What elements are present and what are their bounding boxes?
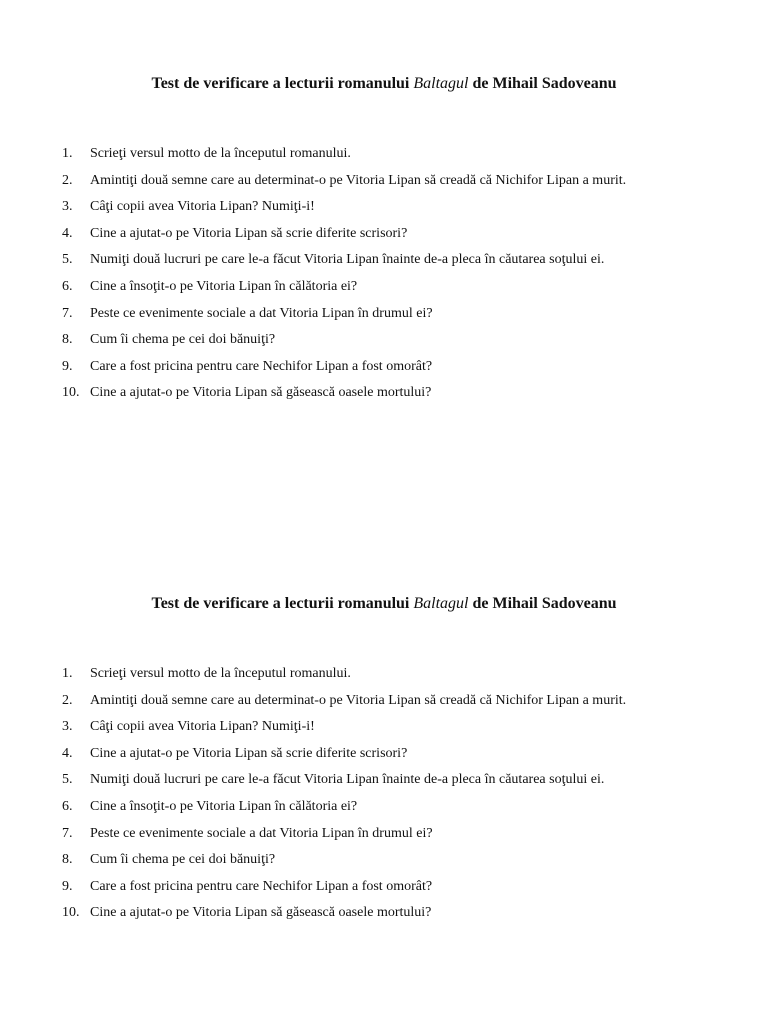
question-text: Care a fost pricina pentru care Nechifor Lipan a fost omorât? — [90, 358, 433, 374]
question-text: Scrieţi versul motto de la începutul romanului. — [90, 666, 351, 681]
question-item — [0, 274, 700, 301]
question-text: Cine a ajutat-o pe Vitoria Lipan să găsească oasele mortului? — [90, 385, 432, 401]
question-item — [0, 380, 700, 407]
question-item — [0, 767, 700, 794]
question-number: 2. — [62, 172, 73, 188]
question-list — [0, 661, 700, 927]
question-number: 8. — [62, 852, 73, 868]
question-item — [0, 327, 700, 354]
question-text: Care a fost pricina pentru care Nechifor Lipan a fost omorât? — [90, 878, 433, 894]
question-item — [0, 141, 700, 168]
question-number: 3. — [62, 199, 73, 215]
question-item — [0, 168, 700, 195]
question-number: 2. — [62, 692, 73, 708]
question-item — [0, 221, 700, 248]
question-text: Cine a ajutat-o pe Vitoria Lipan să găsească oasele mortului? — [90, 905, 432, 921]
title-book-name: Baltagul — [413, 595, 469, 612]
test-sheet-2 — [0, 592, 768, 921]
title-text-before: Test de verificare a lecturii romanului — [151, 75, 414, 92]
question-item — [0, 794, 700, 821]
question-item — [0, 247, 700, 274]
question-item — [0, 194, 700, 221]
question-number: 7. — [62, 825, 73, 841]
title-text-before: Test de verificare a lecturii romanului — [151, 595, 414, 612]
question-item — [0, 714, 700, 741]
question-text: Peste ce evenimente sociale a dat Vitoria Lipan în drumul ei? — [90, 305, 433, 321]
question-item — [0, 874, 700, 901]
question-text: Cine a însoţit-o pe Vitoria Lipan în călătoria ei? — [90, 278, 358, 294]
question-text: Peste ce evenimente sociale a dat Vitoria Lipan în drumul ei? — [90, 825, 433, 841]
question-text: Cum îi chema pe cei doi bănuiţi? — [90, 332, 276, 348]
question-number: 7. — [62, 305, 73, 321]
question-text: Amintiţi două semne care au determinat-o pe Vitoria Lipan să creadă că Nichifor Lipan a murit. — [90, 172, 627, 188]
question-text: Numiţi două lucruri pe care le-a făcut Vitoria Lipan înainte de-a pleca în căutarea soţului ei. — [90, 772, 605, 788]
question-item — [0, 900, 700, 927]
question-text: Cum îi chema pe cei doi bănuiţi? — [90, 852, 276, 868]
test-title — [0, 72, 768, 96]
title-text-after: de Mihail Sadoveanu — [468, 595, 617, 612]
question-item — [0, 301, 700, 328]
title-book-name: Baltagul — [413, 75, 469, 92]
question-text: Amintiţi două semne care au determinat-o pe Vitoria Lipan să creadă că Nichifor Lipan a murit. — [90, 692, 627, 708]
question-number: 10. — [62, 905, 80, 921]
question-text: Câţi copii avea Vitoria Lipan? Numiţi-i! — [90, 199, 315, 215]
question-text: Cine a ajutat-o pe Vitoria Lipan să scrie diferite scrisori? — [90, 225, 408, 241]
question-item — [0, 847, 700, 874]
question-number: 8. — [62, 332, 73, 348]
question-number: 4. — [62, 225, 73, 241]
question-list — [0, 141, 700, 407]
question-number: 10. — [62, 385, 80, 401]
question-number: 6. — [62, 798, 73, 814]
question-number: 6. — [62, 278, 73, 294]
question-text: Câţi copii avea Vitoria Lipan? Numiţi-i! — [90, 719, 315, 735]
question-item — [0, 661, 700, 688]
question-text: Cine a ajutat-o pe Vitoria Lipan să scrie diferite scrisori? — [90, 745, 408, 761]
question-number: 9. — [62, 358, 73, 374]
test-title — [0, 592, 768, 616]
question-item — [0, 821, 700, 848]
question-number: 3. — [62, 719, 73, 735]
question-item — [0, 741, 700, 768]
test-sheet-1 — [0, 72, 768, 401]
question-number: 5. — [62, 772, 73, 788]
question-number: 5. — [62, 252, 73, 268]
question-item — [0, 354, 700, 381]
question-item — [0, 688, 700, 715]
question-text: Cine a însoţit-o pe Vitoria Lipan în călătoria ei? — [90, 798, 358, 814]
question-number: 9. — [62, 878, 73, 894]
question-number: 1. — [62, 146, 73, 161]
question-number: 1. — [62, 666, 73, 681]
question-text: Numiţi două lucruri pe care le-a făcut Vitoria Lipan înainte de-a pleca în căutarea soţului ei. — [90, 252, 605, 268]
question-text: Scrieţi versul motto de la începutul romanului. — [90, 146, 351, 161]
question-number: 4. — [62, 745, 73, 761]
title-text-after: de Mihail Sadoveanu — [468, 75, 617, 92]
